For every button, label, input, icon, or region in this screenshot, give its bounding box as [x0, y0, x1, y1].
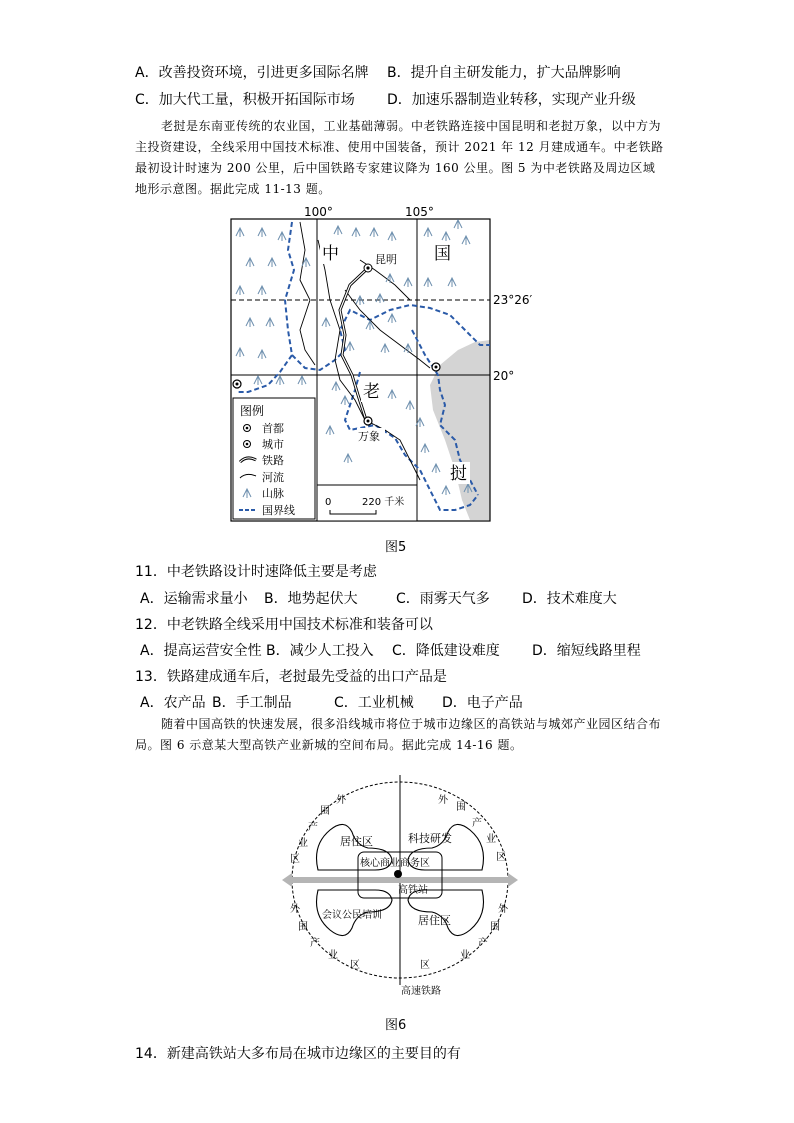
legend-river: 河流	[262, 471, 284, 484]
q12-stem: 12．中老铁路全线采用中国技术标准和装备可以	[135, 617, 433, 633]
q12-option-c: C．降低建设难度	[392, 643, 500, 659]
legend-mountain: 山脉	[262, 487, 284, 500]
q10-options-row-2	[135, 91, 636, 109]
country-laos-char-1: 老	[363, 382, 380, 402]
passage-2: 随着中国高铁的快速发展，很多沿线城市将位于城市边缘区的高铁站与城郊产业园区结合布局。图 6 示意某大型高铁产业新城的空间布局。据此完成 14-16 题。	[135, 717, 662, 752]
svg-text:业: 业	[486, 834, 496, 845]
label-residential-1: 居住区	[340, 835, 373, 848]
q12-options	[140, 642, 641, 660]
svg-text:区: 区	[350, 960, 360, 971]
q14-stem: 14．新建高铁站大多布局在城市边缘区的主要目的有	[135, 1046, 461, 1062]
svg-text:外: 外	[290, 904, 300, 915]
figure-5-map	[225, 204, 555, 526]
q11-option-a: A．运输需求量小	[140, 591, 248, 607]
q13-option-c: C．工业机械	[334, 695, 414, 711]
svg-text:产: 产	[472, 818, 482, 829]
q10-options-row-1	[135, 64, 621, 82]
figure-6-diagram	[270, 772, 530, 1002]
lon-100-label: 100°	[304, 205, 333, 219]
country-laos-char-2: 挝	[450, 464, 467, 484]
q12-option-a: A．提高运营安全性	[140, 643, 262, 659]
svg-text:业: 业	[460, 950, 470, 961]
lon-105-label: 105°	[405, 205, 434, 219]
svg-text:产: 产	[478, 938, 488, 949]
q11-options	[140, 590, 617, 608]
legend-title: 图例	[240, 404, 265, 418]
svg-text:区: 区	[496, 852, 506, 863]
q10-option-c: C．加大代工量，积极开拓国际市场	[135, 92, 355, 108]
scale-zero: 0	[325, 497, 332, 508]
legend-city: 城市	[262, 438, 284, 451]
kunming-city-marker	[364, 264, 372, 272]
svg-text:外: 外	[498, 904, 508, 915]
svg-text:外: 外	[438, 795, 448, 806]
q11-option-c: C．雨雾天气多	[396, 591, 490, 607]
figure-6-caption: 图6	[385, 1018, 407, 1033]
svg-text:围: 围	[320, 806, 330, 817]
label-station: 高铁站	[398, 885, 428, 896]
lat-2326-label: 23°26′	[493, 293, 533, 307]
vientiane-capital-marker	[364, 417, 372, 425]
q13-option-d: D．电子产品	[442, 695, 523, 711]
q13-options	[140, 694, 523, 712]
label-railway: 高速铁路	[401, 986, 441, 997]
svg-text:产: 产	[308, 822, 318, 833]
svg-text:区: 区	[290, 854, 300, 865]
country-china-char-1: 中	[322, 244, 339, 264]
label-tech: 科技研发	[408, 832, 452, 845]
station-dot	[394, 870, 402, 878]
legend-capital-icon	[244, 425, 251, 432]
q11-option-b: B．地势起伏大	[264, 591, 358, 607]
legend-city-icon	[244, 441, 251, 448]
figure-5-caption: 图5	[385, 540, 407, 555]
capital-marker-west	[233, 380, 241, 388]
svg-text:外: 外	[336, 795, 346, 806]
q11-option-d: D．技术难度大	[522, 591, 617, 607]
q13-option-a: A．农产品	[140, 695, 206, 711]
svg-text:产: 产	[310, 938, 320, 949]
vientiane-label: 万象	[358, 430, 380, 443]
q13-stem: 13．铁路建成通车后，老挝最先受益的出口产品是	[135, 669, 447, 685]
q10-option-a: A．改善投资环境，引进更多国际名牌	[135, 65, 369, 81]
scale-distance: 220 千米	[362, 497, 405, 508]
legend-railway: 铁路	[262, 454, 284, 467]
q12-option-d: D．缩短线路里程	[532, 643, 641, 659]
country-china-char-2: 国	[434, 244, 451, 264]
q11-stem: 11．中老铁路设计时速降低主要是考虑	[135, 564, 377, 580]
residential-zone-se	[408, 890, 484, 936]
lat-20-label: 20°	[493, 369, 515, 383]
svg-text:围: 围	[490, 922, 500, 933]
capital-marker-east	[432, 363, 440, 371]
label-conference: 会议公民培训	[322, 910, 382, 921]
svg-text:业: 业	[298, 838, 308, 849]
svg-text:围: 围	[298, 922, 308, 933]
kunming-label: 昆明	[375, 253, 397, 266]
passage-1: 老挝是东南亚传统的农业国，工业基础薄弱。中老铁路连接中国昆明和老挝万象，以中方为主投资建设，全线采用中国技术标准、使用中国装备，预计 2021 年 12 月建成通车。中老铁路最初设计时速为 200 公里，后中国铁路专家建议降为 160 公里。图 5 为中老铁路及周边区域地形示意图。据此完成 11-13 题。	[135, 119, 664, 196]
svg-text:业: 业	[328, 950, 338, 961]
label-residential-2: 居住区	[418, 914, 451, 927]
q10-option-d: D．加速乐器制造业转移，实现产业升级	[387, 92, 636, 108]
label-cbd: 核心商业商务区	[360, 858, 430, 869]
svg-text:区: 区	[420, 960, 430, 971]
q10-option-b: B．提升自主研发能力，扩大品牌影响	[387, 65, 621, 81]
svg-text:围: 围	[456, 802, 466, 813]
legend-border: 国界线	[262, 504, 295, 517]
legend-capital: 首都	[262, 422, 284, 435]
q12-option-b: B．减少人工投入	[266, 643, 374, 659]
q13-option-b: B．手工制品	[212, 695, 292, 711]
